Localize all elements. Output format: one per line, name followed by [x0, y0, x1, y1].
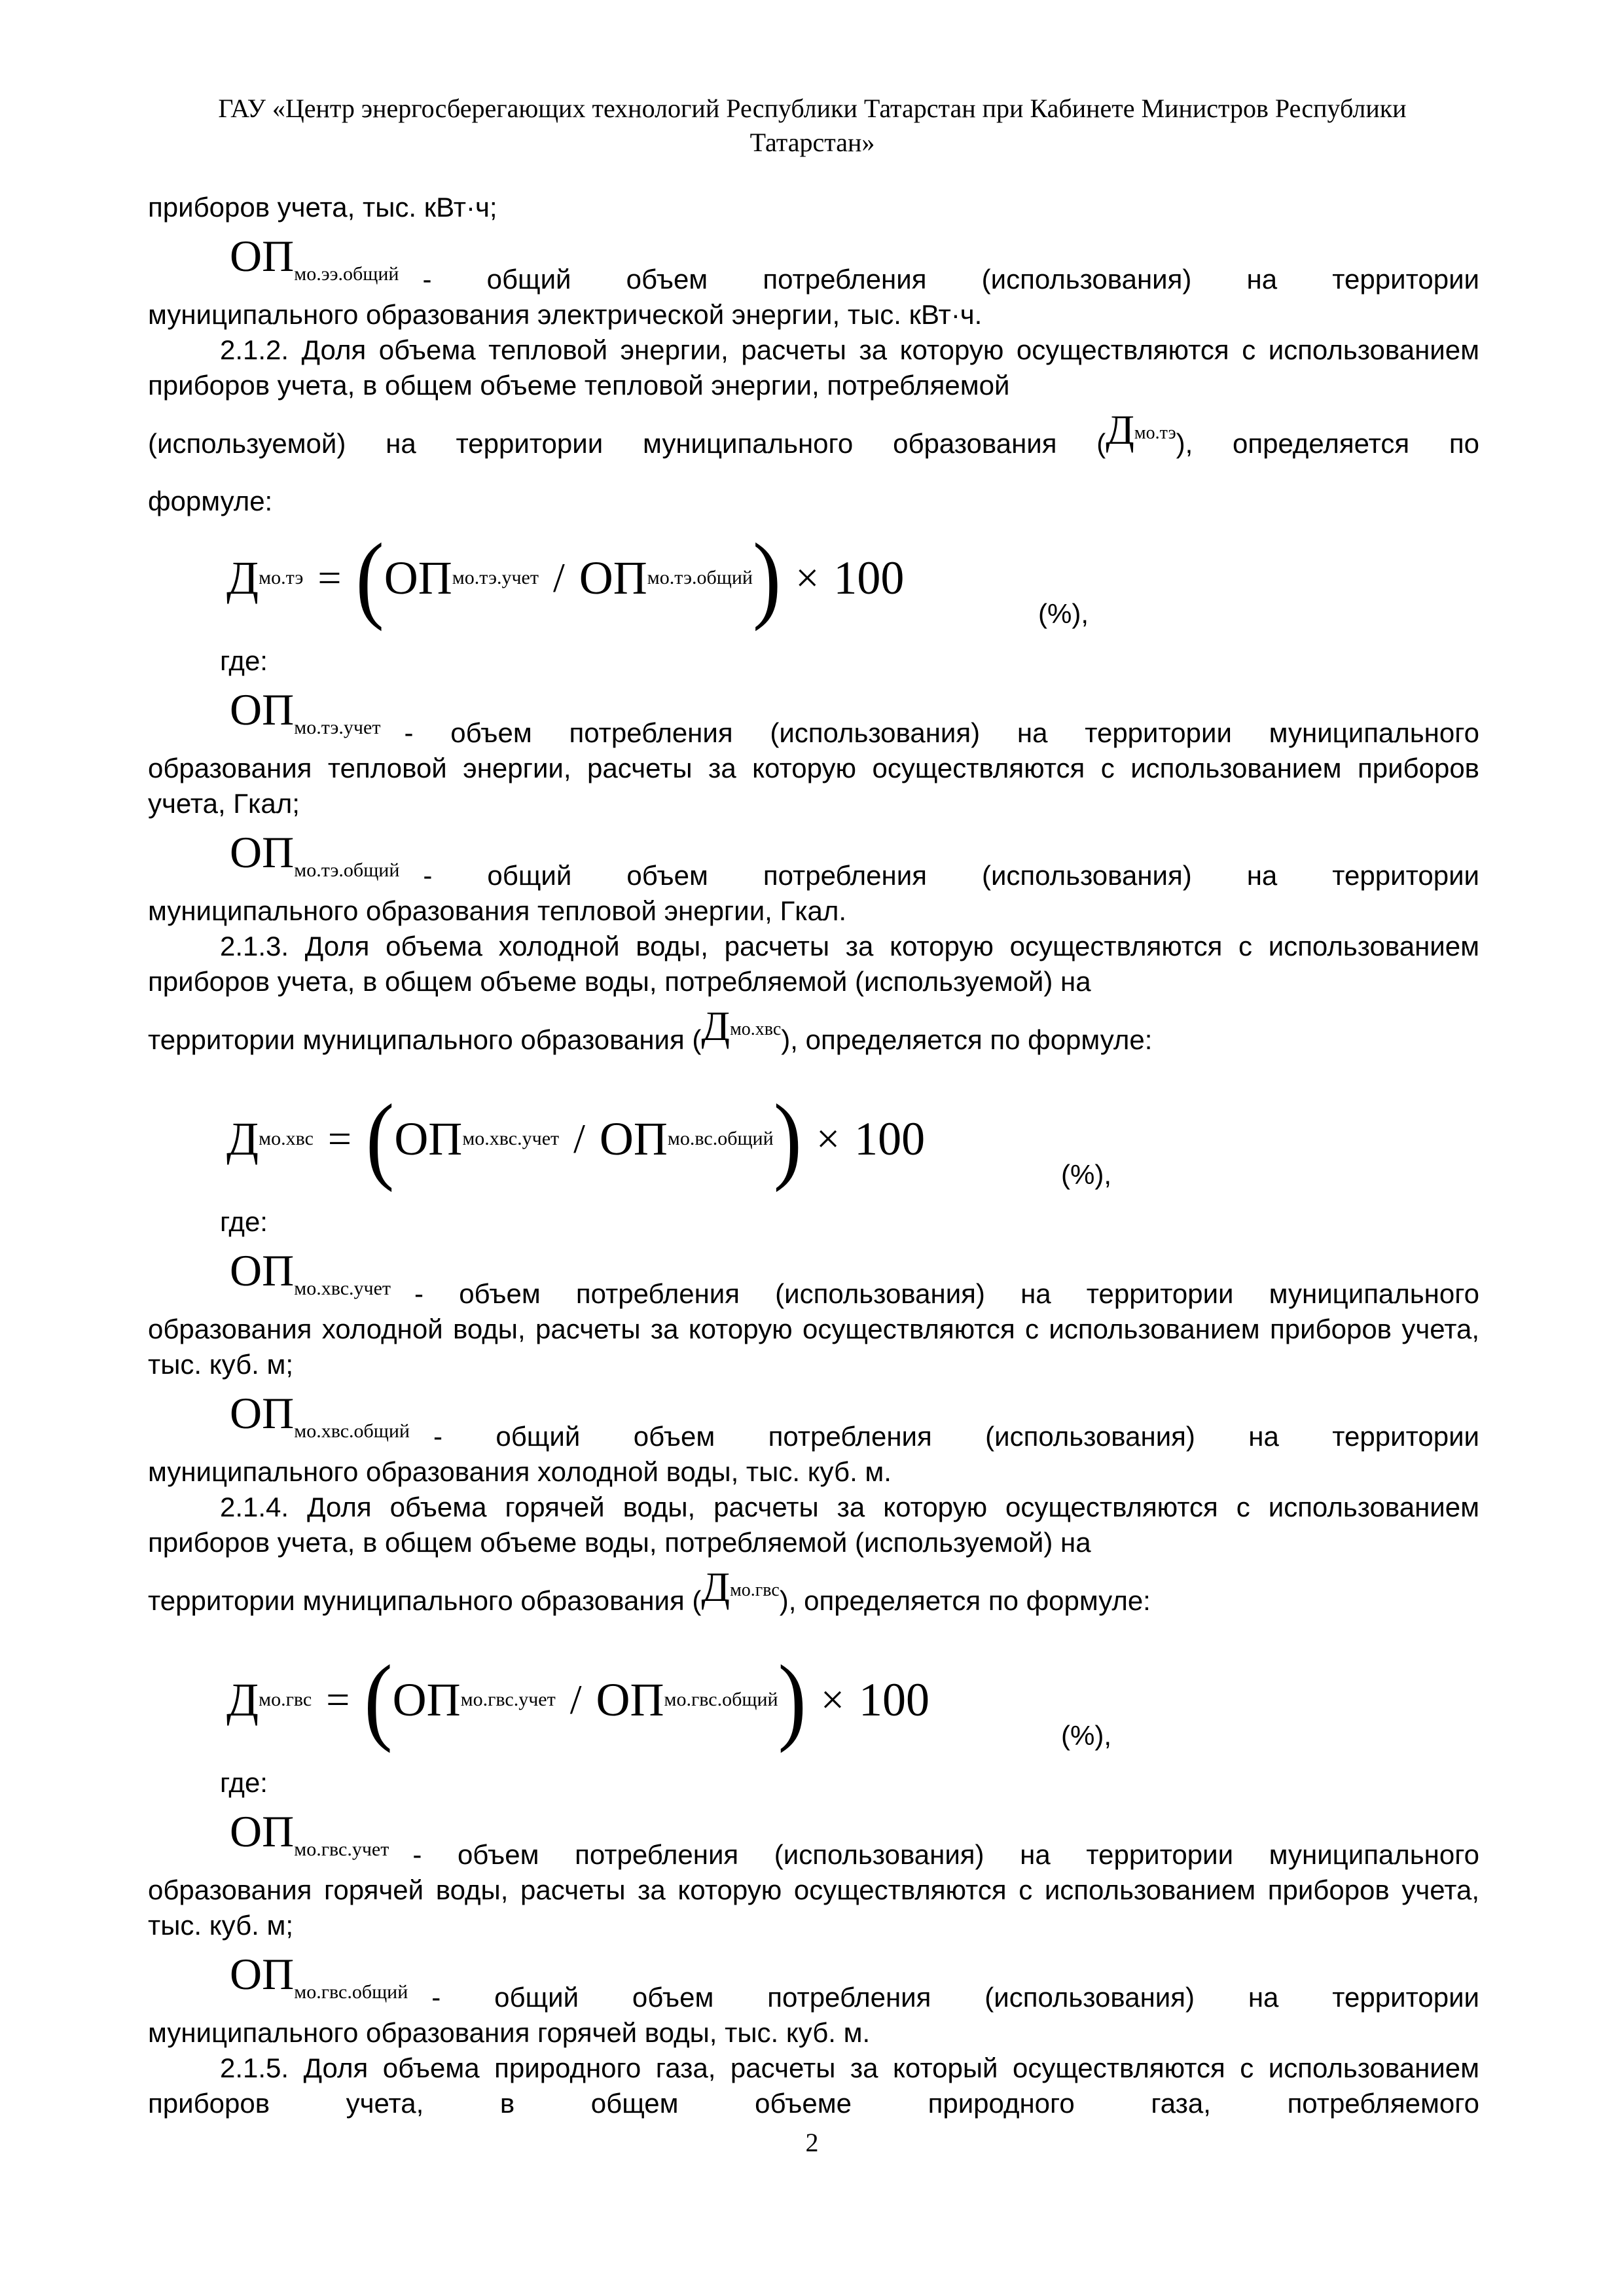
- definition-text-cont: образования горячей воды, расчеты за которую осуществляются с использованием приборов учета, тыс. куб. м;: [148, 1874, 1479, 1941]
- header-line-2: Татарстан»: [749, 128, 875, 157]
- definition-text: - общий объем потребления (использования) на территории: [422, 264, 1479, 295]
- section-2-1-2-para-3: формуле:: [148, 486, 273, 516]
- document-body: [148, 190, 1479, 2121]
- formula-hot-water: Д мо.гвс = ( ОП мо.гвс.учет / ОП мо.гвс.общий ) × 100 (%),: [226, 1645, 1111, 1754]
- section-2-1-3-para: 2.1.3. Доля объема холодной воды, расчеты за которую осуществляются с использованием приборов учета, в общем объеме воды, потребляемой (используемой) на: [148, 931, 1479, 997]
- page-header: [148, 92, 1477, 160]
- where-label: где:: [220, 1767, 268, 1798]
- section-2-1-4-para-2: территории муниципального образования $(Д^{мо.гвс})$, определяется по формуле:: [148, 1564, 1151, 1616]
- formula-cold-water: Д мо.хвс = ( ОП мо.хвс.учет / ОП мо.вс.общий ) × 100 (%),: [226, 1085, 1111, 1193]
- page-number: 2: [805, 2128, 819, 2157]
- section-2-1-2-para: 2.1.2. Доля объема тепловой энергии, расчеты за которую осуществляются с использованием приборов учета, в общем объеме тепловой энергии, потребляемой: [148, 334, 1479, 401]
- section-2-1-2-para-2: (используемой) на территории муниципального образования $(Д^{мо.тэ})$, определяется по: [148, 406, 1480, 459]
- definition-heat-metered: $ОП_{мо.тэ.учет}$ - объем потребления (использования) на территории муниципального: [230, 685, 1479, 748]
- definition-hot-water-metered: $ОП_{мо.гвс.учет}$ - объем потребления (использования) на территории муниципального: [230, 1806, 1479, 1870]
- definition-cold-water-metered: $ОП_{мо.хвс.учет}$ - объем потребления (использования) на территории муниципального: [230, 1246, 1479, 1309]
- formula-heat: Д мо.тэ = ( ОП мо.тэ.учет / ОП мо.тэ.общий ) × 100 (%),: [226, 524, 1089, 632]
- definition-cold-water-total: $ОП_{мо.хвс.общий}$ - общий объем потребления (использования) на территории: [230, 1388, 1479, 1452]
- definition-text-cont: образования холодной воды, расчеты за которую осуществляются с использованием приборов учета, тыс. куб. м;: [148, 1314, 1479, 1380]
- where-label: где:: [220, 645, 268, 676]
- definition-ee-total: [148, 225, 1479, 297]
- definition-text-cont: муниципального образования тепловой энергии, Гкал.: [148, 895, 847, 926]
- definition-text-cont: образования тепловой энергии, расчеты за которую осуществляются с использованием приборов учета, Гкал;: [148, 753, 1479, 819]
- intro-line: приборов учета, тыс. кВт·ч;: [148, 192, 497, 223]
- header-line-1: ГАУ «Центр энергосберегающих технологий Республики Татарстан при Кабинете Министров Республики: [218, 94, 1407, 123]
- d-symbol: Д: [1106, 406, 1134, 453]
- definition-hot-water-total: $ОП_{мо.гвс.общий}$ - общий объем потребления (использования) на территории: [230, 1949, 1479, 2013]
- section-2-1-5-para: 2.1.5. Доля объема природного газа, расчеты за который осуществляются с использованием приборов учета, в общем объеме природного газа, потребляемого: [148, 2053, 1480, 2119]
- definition-term: $ОП_{мо.ээ.общий}$: [230, 231, 399, 285]
- definition-heat-total: $ОП_{мо.тэ.общий}$ - общий объем потребления (использования) на территории: [230, 827, 1479, 891]
- section-2-1-4-para: 2.1.4. Доля объема горячей воды, расчеты за которую осуществляются с использованием приборов учета, в общем объеме воды, потребляемой (используемой) на: [148, 1492, 1479, 1558]
- section-2-1-3-para-2: территории муниципального образования $(Д^{мо.хвс})$, определяется по формуле:: [148, 1003, 1153, 1055]
- where-label: где:: [220, 1206, 268, 1237]
- definition-text-cont: муниципального образования холодной воды, тыс. куб. м.: [148, 1456, 892, 1487]
- definition-text-cont: муниципального образования электрической энергии, тыс. кВт·ч.: [148, 299, 983, 330]
- definition-text-cont: муниципального образования горячей воды, тыс. куб. м.: [148, 2017, 871, 2048]
